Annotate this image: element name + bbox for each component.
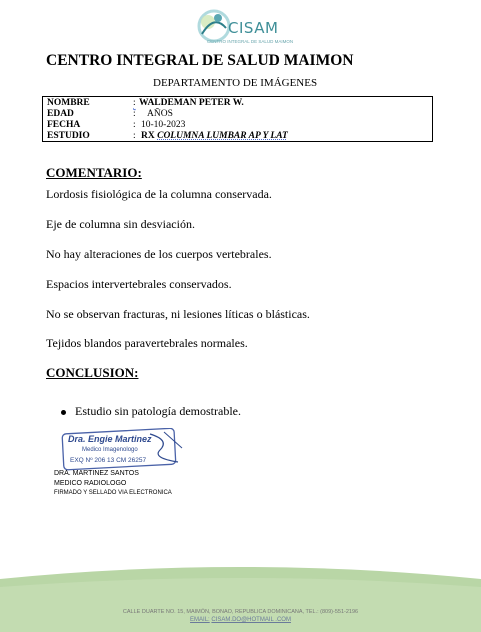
conclusion-item: Estudio sin patología demostrable. [75,404,241,418]
institution-title: CENTRO INTEGRAL DE SALUD MAIMON [46,52,354,69]
bullet-icon [61,410,66,415]
stamp-title: Medico Imagenologo [82,447,138,453]
comment-heading: COMENTARIO: [46,165,142,180]
stamp-name: Dra. Engie Martinez [68,434,152,444]
doctor-stamp [60,428,190,472]
logo-name: CISAM [228,19,279,37]
study-label: ESTUDIO [47,131,90,141]
cisam-logo [192,6,294,52]
footer-email-address[interactable]: CISAM.DO@HOTMAIL .COM [211,617,291,623]
patient-info-box [42,96,433,142]
name-label: NOMBRE [47,98,90,108]
signature-note: FIRMADO Y SELLADO VIA ELECTRONICA [54,490,172,496]
study-name: COLUMNA LUMBAR AP Y LAT [157,131,288,141]
date-value: 10-10-2023 [141,120,186,130]
comment-paragraph: Lordosis fisiológica de la columna conservada. [46,187,272,201]
conclusion-heading: CONCLUSION: [46,365,139,380]
age-label: EDAD [47,109,74,119]
comment-paragraph: Tejidos blandos paravertebrales normales. [46,336,248,350]
footer-email-label: EMAIL: [190,617,210,623]
age-colon: : [133,109,136,119]
study-value [141,131,288,142]
logo-subtitle: CENTRO INTEGRAL DE SALUD MAIMON [207,39,294,44]
footer-address: CALLE DUARTE NO. 15, MAIMÓN, BONAO, REPUBLICA DOMINICANA, TEL.: (809)-551-2196 [122,609,359,615]
department-title: DEPARTAMENTO DE IMÁGENES [153,77,318,89]
comment-paragraph: No hay alteraciones de los cuerpos vertebrales. [46,247,272,261]
signature-name: DRA. MARTINEZ SANTOS [54,470,139,477]
name-colon: : [133,98,136,108]
footer-email [0,617,481,623]
signature-title: MEDICO RADIOLOGO [54,480,127,487]
stamp-exequatur: EXQ Nº 206 13 CM 26257 [70,457,147,464]
comment-paragraph: No se observan fracturas, ni lesiones líticas o blásticas. [46,307,310,321]
date-label: FECHA [47,120,81,130]
study-prefix: RX [141,131,155,141]
date-colon: : [133,120,136,130]
comment-paragraph: Eje de columna sin desviación. [46,217,195,231]
age-value: AÑOS [147,109,173,119]
name-value: WALDEMAN PETER W. [139,98,244,108]
comment-paragraph: Espacios intervertebrales conservados. [46,277,232,291]
study-colon: : [133,131,136,141]
